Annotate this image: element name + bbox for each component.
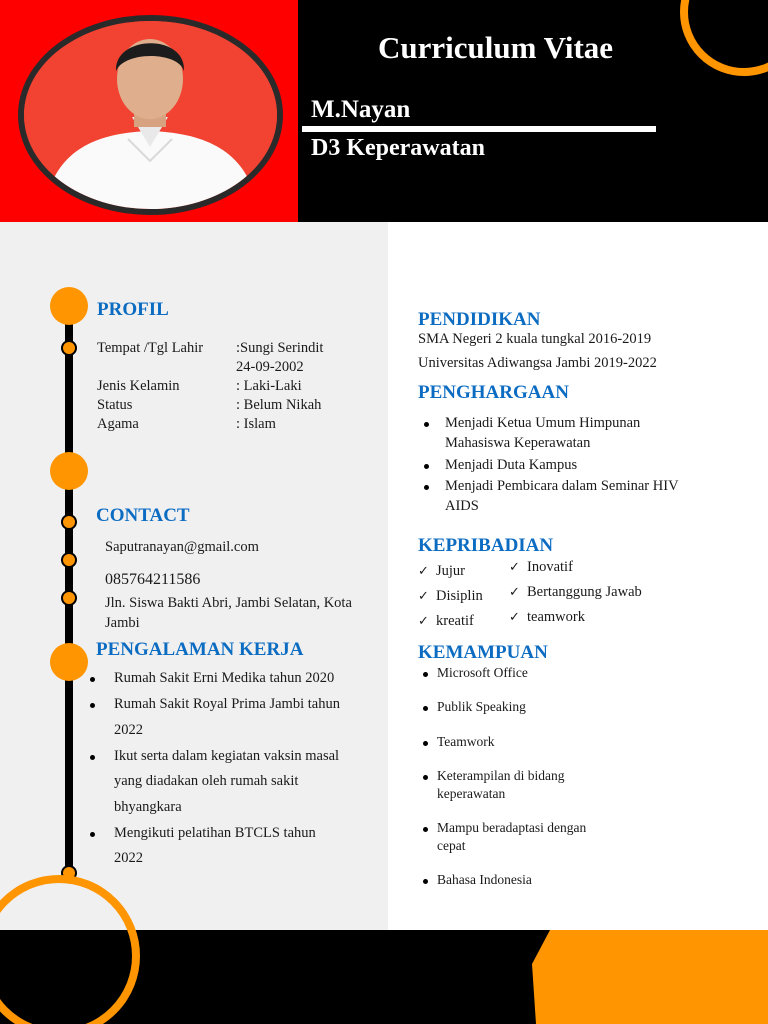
profil-value: :Sungi Serindit (236, 340, 324, 356)
timeline-dot-icon (50, 452, 88, 490)
timeline-line (65, 305, 73, 870)
bullet-dot-icon (423, 672, 428, 677)
award-item: Menjadi Ketua Umum Himpunan (445, 415, 641, 431)
award-item: Mahasiswa Keperawatan (445, 435, 591, 451)
award-item: Menjadi Duta Kampus (445, 457, 578, 473)
timeline-dot-icon (61, 340, 77, 356)
skill-item: cepat (437, 838, 466, 853)
award-item: Menjadi Pembicara dalam Seminar HIV (445, 478, 679, 494)
section-title-pendidikan: PENDIDIKAN (418, 309, 541, 330)
education-item: Universitas Adiwangsa Jambi 2019-2022 (418, 355, 657, 371)
trait-item: Jujur (436, 563, 465, 579)
experience-item: bhyangkara (114, 799, 182, 815)
bullet-dot-icon (90, 755, 95, 760)
person-illustration-icon (24, 21, 277, 209)
experience-item: Rumah Sakit Royal Prima Jambi tahun (114, 696, 340, 712)
checkmark-icon: ✓ (418, 563, 429, 578)
section-title-kemampuan: KEMAMPUAN (418, 642, 548, 663)
checkmark-icon: ✓ (418, 613, 429, 628)
profil-value: : Laki-Laki (236, 378, 302, 394)
profile-photo (18, 15, 283, 215)
section-title-pengalaman: PENGALAMAN KERJA (96, 639, 304, 660)
experience-item: Rumah Sakit Erni Medika tahun 2020 (114, 670, 335, 686)
contact-address: Jln. Siswa Bakti Abri, Jambi Selatan, Kota (105, 595, 352, 611)
bullet-dot-icon (423, 706, 428, 711)
bullet-dot-icon (424, 422, 429, 427)
section-title-kepribadian: KEPRIBADIAN (418, 535, 554, 556)
experience-item: 2022 (114, 850, 143, 866)
profil-value: : Islam (236, 416, 276, 432)
bullet-dot-icon (424, 485, 429, 490)
timeline-dot-icon (50, 287, 88, 325)
skill-item: Keterampilan di bidang (437, 768, 565, 783)
timeline-dot-icon (61, 552, 77, 568)
skill-item: Bahasa Indonesia (437, 872, 532, 887)
profil-label: Status (97, 397, 133, 413)
candidate-name: M.Nayan (311, 96, 411, 123)
checkmark-icon: ✓ (418, 588, 429, 603)
section-title-contact: CONTACT (96, 505, 190, 526)
experience-item: Ikut serta dalam kegiatan vaksin masal (114, 748, 340, 764)
trait-item: Disiplin (436, 588, 483, 604)
document-title: Curriculum Vitae (377, 30, 614, 65)
contact-email[interactable]: Saputranayan@gmail.com (105, 539, 259, 555)
section-title-penghargaan: PENGHARGAAN (418, 382, 569, 403)
profil-value: 24-09-2002 (236, 359, 304, 375)
bullet-dot-icon (423, 827, 428, 832)
checkmark-icon: ✓ (509, 584, 520, 599)
skill-item: Microsoft Office (437, 665, 528, 680)
name-underline (302, 126, 656, 132)
skill-item: Mampu beradaptasi dengan (437, 820, 587, 835)
bullet-dot-icon (423, 879, 428, 884)
trait-item: Inovatif (527, 559, 573, 575)
bullet-dot-icon (90, 703, 95, 708)
award-item: AIDS (445, 498, 479, 514)
experience-item: 2022 (114, 722, 143, 738)
contact-phone[interactable]: 085764211586 (105, 571, 201, 588)
bullet-dot-icon (423, 775, 428, 780)
bullet-dot-icon (90, 832, 95, 837)
education-item: SMA Negeri 2 kuala tungkal 2016-2019 (418, 331, 652, 347)
trait-item: teamwork (527, 609, 585, 625)
timeline-dot-icon (61, 514, 77, 530)
profil-label: Agama (97, 416, 139, 432)
bullet-dot-icon (423, 741, 428, 746)
skill-item: Publik Speaking (437, 699, 526, 714)
candidate-degree: D3 Keperawatan (311, 135, 485, 161)
experience-item: yang diadakan oleh rumah sakit (114, 773, 299, 789)
checkmark-icon: ✓ (509, 559, 520, 574)
skill-item: Teamwork (437, 734, 495, 749)
profil-label: Jenis Kelamin (97, 378, 180, 394)
skill-item: keperawatan (437, 786, 506, 801)
trait-item: kreatif (436, 613, 474, 629)
profil-label: Tempat /Tgl Lahir (97, 340, 204, 356)
bullet-dot-icon (90, 677, 95, 682)
checkmark-icon: ✓ (509, 609, 520, 624)
contact-address: Jambi (105, 615, 140, 631)
bullet-dot-icon (424, 464, 429, 469)
section-title-profil: PROFIL (97, 299, 169, 320)
profil-value: : Belum Nikah (236, 397, 322, 413)
timeline-dot-icon (50, 643, 88, 681)
timeline-dot-icon (61, 590, 77, 606)
experience-item: Mengikuti pelatihan BTCLS tahun (114, 825, 316, 841)
trait-item: Bertanggung Jawab (527, 584, 642, 600)
